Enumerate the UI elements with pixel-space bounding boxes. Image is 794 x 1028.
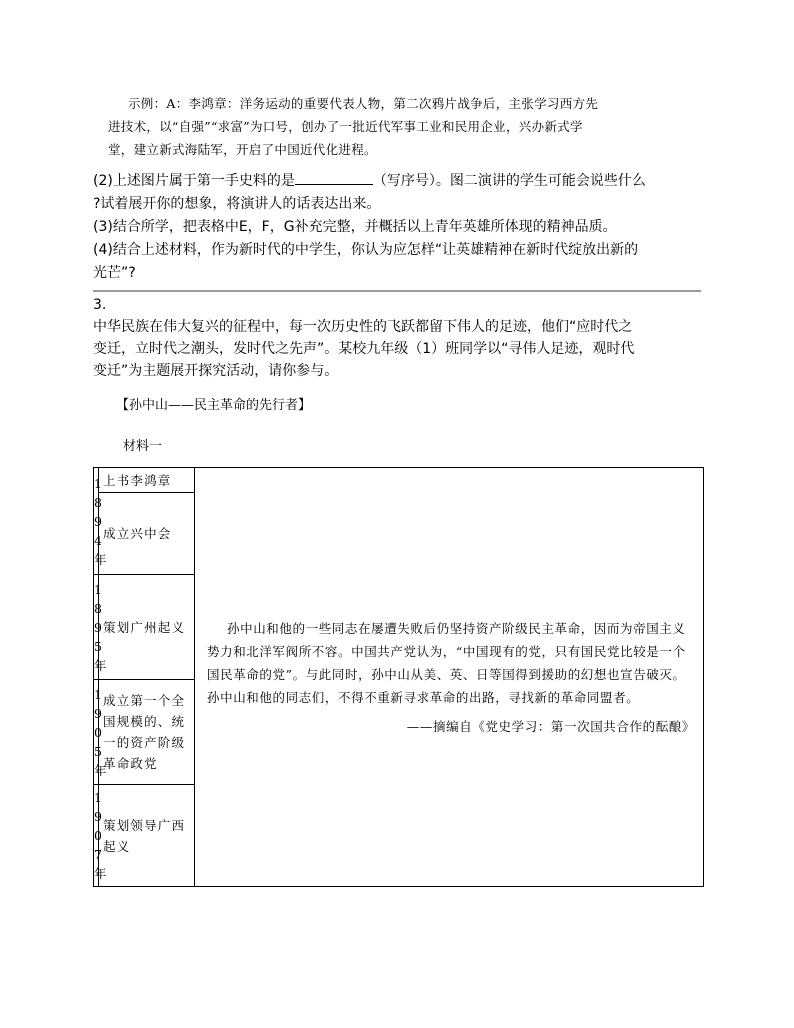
- questions: [93, 170, 708, 285]
- section-3: [93, 294, 705, 382]
- section-number: 3.: [93, 297, 107, 313]
- question-2-cont: ?试着展开你的想象，将演讲人的话表达出来。: [93, 196, 381, 212]
- event-cell: 成立第一个全国规模的、统一的资产阶级革命政党: [99, 680, 195, 785]
- year-cell: 1907年: [94, 785, 99, 887]
- question-3: (3)结合所学，把表格中E，F，G补充完整，并概括以上青年英雄所体现的精神品质。: [93, 219, 617, 235]
- example-line: 示例：A：李鸿章：洋务运动的重要代表人物，第二次鸦片战争后，主张学习西方先: [128, 96, 599, 111]
- section-heading: 【孙中山——民主革命的先行者】: [116, 398, 312, 413]
- event-cell: 策划领导广西起义: [99, 785, 195, 887]
- event-cell: 成立兴中会: [99, 493, 195, 575]
- question-2: (2)上述图片属于第一手史料的是 （写序号）。图二演讲的学生可能会说些什么: [93, 170, 708, 193]
- event-cell: 策划广州起义: [99, 575, 195, 680]
- example-line: 进技术，以“自强”“求富”为口号，创办了一批近代军事工业和民用企业，兴办新式学: [108, 119, 583, 134]
- section-intro: 变迁”为主题展开探究活动，请你参与。: [93, 363, 339, 379]
- material-source: ——摘编自《党史学习：第一次国共合作的酝酿》: [406, 718, 695, 734]
- section-intro: 中华民族在伟大复兴的征程中，每一次历史性的飞跃都留下伟人的足迹，他们“应时代之: [93, 319, 633, 335]
- material-text: 孙中山和他的一些同志在屡遭失败后仍坚持资产阶级民主革命，因而为帝国主义势力和北洋军阀所不容。中国共产党认为，“中国现有的党，只有国民党比较是一个国民革命的党”。与此同时，孙中山从美、英、日等国得到援助的幻想也宣告破灭。孙中山和他的同志们，不得不重新寻求革命的出路，寻找新的革命同盟者。: [207, 620, 686, 705]
- timeline-table: [93, 467, 704, 887]
- year-cell: 1894年: [94, 468, 99, 575]
- material-cell: [195, 468, 704, 887]
- material-label: 材料一: [123, 439, 163, 454]
- question-4-cont: 光芒”?: [93, 265, 136, 281]
- event-cell: 上书李鸿章: [99, 468, 195, 493]
- section-intro: 变迁，立时代之潮头，发时代之先声”。某校九年级（1）班同学以“寻伟人足迹，观时代: [93, 341, 635, 357]
- answer-blank[interactable]: [295, 170, 373, 185]
- year-cell: 1895年: [94, 575, 99, 680]
- question-4: (4)结合上述材料，作为新时代的中学生，你认为应怎样“让英雄精神在新时代绽放出新的: [93, 242, 639, 258]
- example-line: 堂，建立新式海陆军，开启了中国近代化进程。: [108, 142, 377, 157]
- example-answer: [108, 92, 704, 161]
- section-divider: [93, 290, 701, 292]
- year-cell: 1905年: [94, 680, 99, 785]
